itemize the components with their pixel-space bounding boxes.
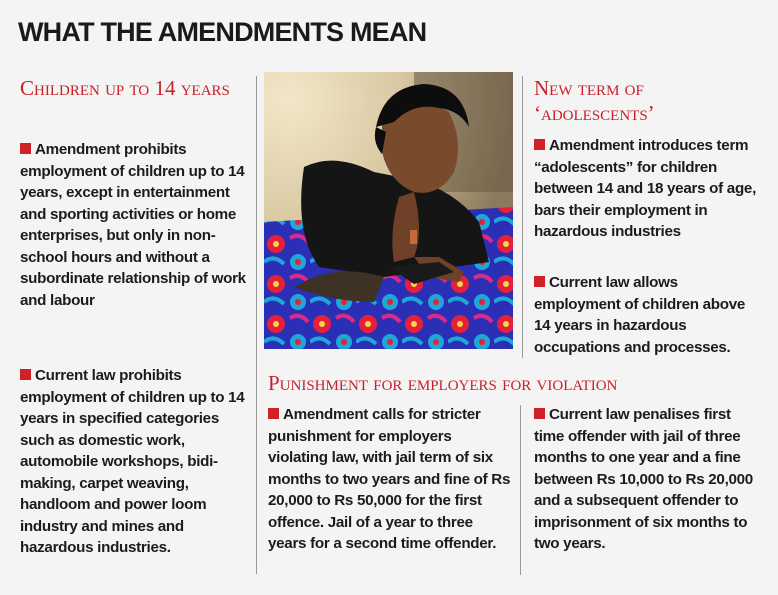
children-bullet-1	[20, 139, 252, 311]
bullet-square-icon	[534, 408, 545, 419]
bullet-square-icon	[534, 276, 545, 287]
punishment-bullet-1	[268, 404, 512, 555]
punishment-bullet-2	[534, 404, 754, 555]
adolescents-heading: New term of ‘adolescents’	[534, 76, 655, 125]
bullet-square-icon	[20, 143, 31, 154]
column-divider	[256, 76, 257, 574]
bullet-square-icon	[268, 408, 279, 419]
column-divider	[522, 76, 523, 358]
children-bullet-1-text: Amendment prohibits employment of children up to 14 years, except in entertainment and sporting activities or home enterprises, but only in non-school hours and without a subordinate relationship of work and labour	[20, 141, 246, 309]
adolescents-bullet-1-text: Amendment introduces term “adolescents” for children between 14 and 18 years of age, bars their employment in hazardous industries	[534, 137, 756, 240]
adolescents-bullet-2-text: Current law allows employment of children above 14 years in hazardous occupations and processes.	[534, 274, 746, 356]
children-bullet-2	[20, 365, 252, 559]
column-divider	[520, 405, 521, 575]
children-heading: Children up to 14 years	[20, 76, 230, 100]
child-worker-photo	[264, 72, 513, 349]
adolescents-bullet-1	[534, 135, 760, 243]
adolescents-bullet-2	[534, 272, 764, 358]
bullet-square-icon	[20, 369, 31, 380]
punishment-bullet-1-text: Amendment calls for stricter punishment for employers violating law, with jail term of six months to two years and fine of Rs 20,000 to Rs 50,000 for the first offence. Jail of a year to three years for a second time offender.	[268, 406, 511, 552]
children-bullet-2-text: Current law prohibits employment of children up to 14 years in specified categories such as domestic work, automobile workshops, bidi-making, carpet weaving, handloom and power loom industry and mines and hazardous industries.	[20, 367, 245, 556]
bullet-square-icon	[534, 139, 545, 150]
child-worker-photo-image	[264, 72, 513, 349]
punishment-bullet-2-text: Current law penalises first time offender with jail of three months to one year and a fine between Rs 10,000 to Rs 20,000 and a subsequent offender to imprisonment of six months to two years.	[534, 406, 753, 552]
punishment-heading: Punishment for employers for violation	[268, 371, 618, 395]
infographic-title: WHAT THE AMENDMENTS MEAN	[18, 17, 427, 47]
